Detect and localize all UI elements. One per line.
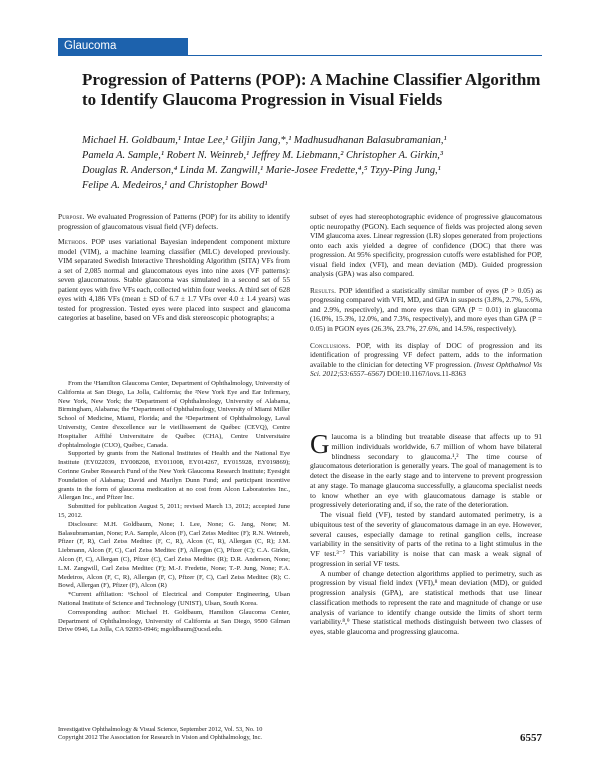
abstract-purpose [58,212,290,231]
footnote-disclosure: Disclosure: M.H. Goldbaum, None; I. Lee, None; G. Jang, None; M. Balasubramanian, None; P.A. Sample, Alcon (F), Carl Zeiss Meditec (F); R.N. Weinreb, Pfizer (F, R), Carl Zeiss Meditec (F, C, R), Alcon (C, R), Allergan (C, R); J.M. Liebmann, Alcon (F, C), Carl Zeiss Meditec (F), Allergan (C), Pfizer (C); C.A. Girkin, Alcon (F, C), Allergan (C), Pfizer (C), Carl Zeiss Meditec (R); D.R. Anderson, None; L.M. Zangwill, Carl Zeiss Meditec (F); M.-J. Fredette, None; T.-P. Jung, None; F.A. Medeiros, Alcon (F, C, R), Allergan (F, C), Pfizer (F, C), Carl Zeiss Meditec (R); C. Bowd, Allergan (F), Pfizer (F), Alcon (R) [58,520,290,590]
results-label: Results. [310,285,337,295]
footnote-support: Supported by grants from the National Institutes of Health and the National Eye Institute (EY022039, EY008208, EY011008, EY014267, EY015928, EY019869); Corinne Graber Research Fund of the New York Glaucoma Research Institute; Eyesight Foundation of Alabama; David and Marilyn Dunn Fund; and participant incentive grants in the form of glaucoma medication at no cost from Alcon Laboratories Inc., Allergan Inc., and Pfizer Inc. [58,450,290,502]
author-line: Felipe A. Medeiros,¹ and Christopher Bowd¹ [82,179,268,191]
footnote-submitted: Submitted for publication August 5, 2011; revised March 13, 2012; accepted June 15, 2012. [58,503,290,519]
footnote-affiliations: From the ¹Hamilton Glaucoma Center, Department of Ophthalmology, University of California at San Diego, La Jolla, California; the ²New York Eye and Ear Infirmary, New York, New York; the ³Department of Ophthalmology, University of Alabama, Birmingham, Alabama; the ⁴Department of Ophthalmology, University of Miami Miller School of Medicine, Miami, Florida; and the ⁵Department of Ophthalmology, Laval University, Centre d'excellence sur le vieillissement de Québec (CEVQ), Centre Hospitalier Affilié Universitaire de Québec (CHA), Centre Universitaire d'ophtalmologie (CUO), Québec, Canada. [58,380,290,449]
purpose-label: Purpose. [58,212,85,221]
methods-label: Methods. [58,237,88,247]
abstract-conclusions [310,341,542,379]
abstract-results [310,286,542,334]
abstract-left-column [58,212,290,323]
author-list [82,134,552,194]
methods-text: POP uses variational Bayesian independent component mixture model (VIM), a machine learning classifier (MLC) developed previously. VIM separated Swedish Interactive Thresholding Algorithm (SITA) VFs from a set of 2,085 normal and glaucomatous eyes into nine axes (VF patterns): seven glaucomatous. Stable glaucoma was simulated in a second set of 55 patient eyes with five VFs each, collected within four weeks. A third set of 628 eyes with 4,186 VFs (mean ± SD of 6.7 ± 1.7 VFs over 4.0 ± 1.4 years) was tested for progression. Tested eyes were placed into suspect and glaucoma categories at baseline, based on VFs and disk stereoscopic photographs; a [58,237,290,323]
page-footer [58,726,438,743]
article-title: Progression of Patterns (POP): A Machine Classifier Algorithm to Identify Glaucoma Progression in Visual Fields [82,70,541,109]
body-paragraph: The visual field (VF), tested by standard automated perimetry, is a ubiquitous test of the severity of glaucomatous damage in an eye. However, several causes, especially damage to retinal ganglion cells, increase variability in the sensitivity of parts of the retina to a light stimulus in the VF test.³⁻⁷ This variability is noise that can mask a weak signal of progression in serial VF tests. [310,510,542,568]
purpose-text: We evaluated Progression of Patterns (POP) for its ability to identify progression of glaucomatous visual field (VF) defects. [58,212,290,231]
author-line: Pamela A. Sample,¹ Robert N. Weinreb,¹ Jeffrey M. Liebmann,² Christopher A. Girkin,³ [82,149,443,161]
body-paragraph: A number of change detection algorithms applied to perimetry, such as progression by visual field index (VFI),⁸ mean deviation (MD), or guided progression analysis (GPA), are statistical methods that use linear classification methods to represent the rate and magnitude of change or use analysis of variance to identify change outside the limits of short term variability.⁸,⁹ These statistical methods distinguish between two classes of eyes, stable glaucoma and progressing glaucoma. [310,568,542,636]
drop-cap: G [310,429,330,459]
body-paragraph-1-text: laucoma is a blinding but treatable disease that affects up to 91 million individuals worldwide, 6.7 million of whom have bilateral blindness secondary to glaucoma.¹,² The time course of glaucomatous deterioration is generally years. The goal of management is to detect the disease in the early stage and to intervene to prevent progression at any stage. To manage glaucoma successfully, a glaucoma specialist needs to know whether an eye with glaucomatous damage is stable or progressively deteriorating and, if so, the rate of the deterioration. [310,432,542,510]
footnote-current-affiliation: *Current affiliation: ⁶School of Electrical and Computer Engineering, Ulsan National Institute of Science and Technology (UNIST), Ulsan, South Korea. [58,591,290,607]
conclusions-label: Conclusions. [310,340,351,350]
section-rule [58,55,542,56]
author-line: Douglas R. Anderson,⁴ Linda M. Zangwill,¹ Marie-Josee Fredette,⁴,⁵ Tzyy-Ping Jung,¹ [82,164,441,176]
methods-continued: subset of eyes had stereophotographic evidence of progressive glaucomatous optic neuropathy (PGON). Each sequence of fields was projected along seven VIM glaucoma axes. Linear regression (LR) slopes generated from projections onto each axis yielded a degree of confidence (DOC) that there was progression. At 95% specificity, progression cutoffs were established for POP, visual field index (VFI), and mean deviation (MD). Guided progression analysis (GPA) was also compared. [310,212,542,279]
journal-info: Investigative Ophthalmology & Visual Science, September 2012, Vol. 53, No. 10 [58,726,263,733]
body-text [310,429,542,637]
body-paragraph [310,429,542,510]
abstract-methods [58,237,290,323]
doi[interactable]: DOI:10.1167/iovs.11-8363 [386,369,466,379]
conclusions-text: POP, with its display of DOC of progression and its identification of progressing VF defect pattern, adds to the information available to the clinician for detecting VF progression. [310,340,542,369]
abstract-right-column [310,212,542,379]
author-line: Michael H. Goldbaum,¹ Intae Lee,¹ Giljin Jang,*,¹ Madhusudhanan Balasubramanian,¹ [82,135,447,146]
footnotes [58,380,290,635]
citation: (Invest Ophthalmol Vis Sci. 2012;53:6557–6567) [310,359,542,379]
footnote-corresponding-author: Corresponding author: Michael H. Goldbaum, Hamilton Glaucoma Center, Department of Ophthalmology, University of California at San Diego, 9500 Gilman Drive 0946, La Jolla, CA 92093-0946; mgoldbaum@ucsd.edu. [58,608,290,634]
section-tag: Glaucoma [58,38,188,55]
results-text: POP identified a statistically similar number of eyes (P > 0.05) as progressing compared with VFI, MD, and GPA in suspects (3.8%, 2.7%, 5.6%, and 2.9%, respectively), and more eyes than GPA (P = 0.01) in glaucoma (16.0%, 15.3%, 12.0%, and 7.3%, respectively), and more eyes than GPA (P = 0.05) in PGON eyes (26.3%, 23.7%, 27.6%, and 14.5%, respectively). [310,285,542,334]
page-number: 6557 [520,732,542,744]
copyright: Copyright 2012 The Association for Research in Vision and Ophthalmology, Inc. [58,734,262,742]
